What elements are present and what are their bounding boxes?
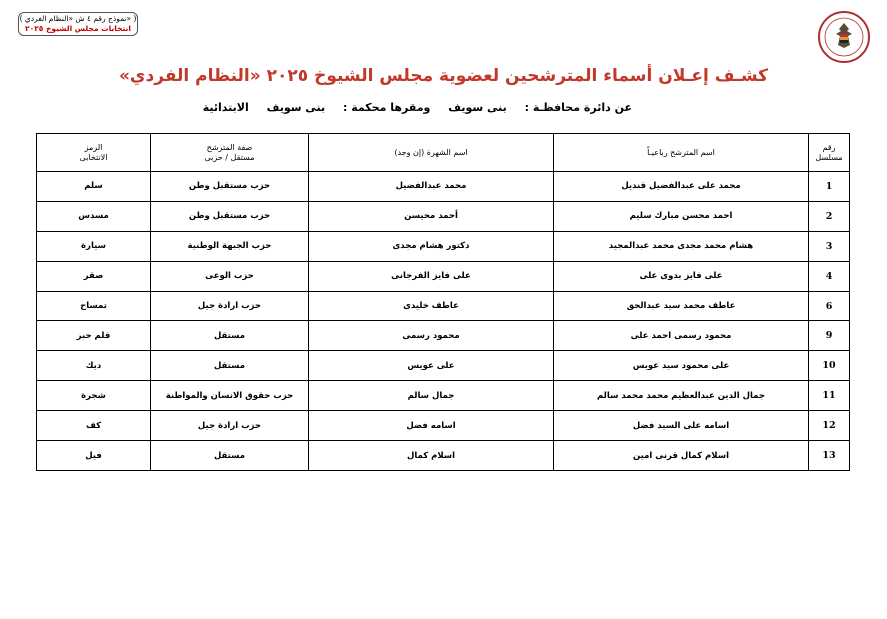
- election-label: انتخابات مجلس الشيوخ ٢٠٢٥: [25, 24, 131, 33]
- national-election-authority-logo: [808, 10, 880, 66]
- cell-election-symbol: ديك: [37, 351, 151, 381]
- table-row: [37, 321, 850, 351]
- cell-alias: اسامه فضل: [309, 411, 554, 441]
- table-row: [37, 172, 850, 202]
- cell-party-status: مستقل: [151, 441, 309, 471]
- table-row: [37, 381, 850, 411]
- court-label: ومقرها محكمة :: [342, 101, 431, 114]
- cell-candidate-name: محمد على عبدالفضيل قنديل: [554, 172, 809, 202]
- cell-election-symbol: صقر: [37, 261, 151, 291]
- cell-party-status: حزب حقوق الانسان والمواطنة: [151, 381, 309, 411]
- header-symbol: الرمز الانتخابى: [37, 134, 151, 172]
- cell-election-symbol: تمساح: [37, 291, 151, 321]
- cell-candidate-name: عاطف محمد سيد عبدالحق: [554, 291, 809, 321]
- table-header-row: [37, 134, 850, 172]
- cell-alias: محمد عبدالفضيل: [309, 172, 554, 202]
- cell-election-symbol: كف: [37, 411, 151, 441]
- cell-serial: 2: [809, 201, 850, 231]
- cell-party-status: حزب مستقبل وطن: [151, 201, 309, 231]
- candidates-table: [36, 133, 850, 471]
- cell-serial: 6: [809, 291, 850, 321]
- cell-alias: جمال سالم: [309, 381, 554, 411]
- cell-serial: 3: [809, 231, 850, 261]
- cell-alias: دكتور هشام مجدى: [309, 231, 554, 261]
- cell-party-status: حزب ارادة جيل: [151, 411, 309, 441]
- cell-candidate-name: على محمود سيد عويس: [554, 351, 809, 381]
- table-row: [37, 291, 850, 321]
- cell-serial: 13: [809, 441, 850, 471]
- header-name: اسم المترشح رباعيـاً: [554, 134, 809, 172]
- cell-alias: على عويس: [309, 351, 554, 381]
- cell-serial: 10: [809, 351, 850, 381]
- cell-serial: 12: [809, 411, 850, 441]
- table-row: [37, 261, 850, 291]
- table-row: [37, 231, 850, 261]
- cell-party-status: مستقل: [151, 321, 309, 351]
- cell-election-symbol: شجرة: [37, 381, 151, 411]
- cell-candidate-name: احمد محسن مبارك سليم: [554, 201, 809, 231]
- cell-election-symbol: سلم: [37, 172, 151, 202]
- cell-party-status: حزب مستقبل وطن: [151, 172, 309, 202]
- cell-candidate-name: هشام محمد مجدى محمد عبدالمجيد: [554, 231, 809, 261]
- court-type: الابتدائية: [202, 101, 249, 114]
- district-info: [189, 101, 632, 114]
- cell-alias: محمود رسمى: [309, 321, 554, 351]
- cell-election-symbol: قلم حبر: [37, 321, 151, 351]
- court-value: بنى سويف: [266, 101, 326, 114]
- table-row: [37, 411, 850, 441]
- cell-candidate-name: على فايز بدوى على: [554, 261, 809, 291]
- circle-label: عن دائرة محافظـة :: [524, 101, 632, 114]
- circle-value: بنى سويف: [448, 101, 507, 114]
- cell-election-symbol: فيل: [37, 441, 151, 471]
- form-number-label: ( نموذج رقم ٤ ش «النظام الفردي» ): [19, 14, 137, 23]
- cell-party-status: حزب الجبهة الوطنية: [151, 231, 309, 261]
- cell-serial: 11: [809, 381, 850, 411]
- page-title: كشـف إعـلان أسماء المترشحين لعضوية مجلس الشيوخ ٢٠٢٥ «النظام الفردي»: [118, 66, 769, 86]
- form-number-box: [18, 12, 138, 36]
- cell-alias: عاطف خليدى: [309, 291, 554, 321]
- cell-candidate-name: اسلام كمال قرنى امين: [554, 441, 809, 471]
- cell-serial: 1: [809, 172, 850, 202]
- header-serial: رقم مسلسل: [809, 134, 850, 172]
- cell-serial: 9: [809, 321, 850, 351]
- cell-party-status: مستقل: [151, 351, 309, 381]
- cell-election-symbol: مسدس: [37, 201, 151, 231]
- cell-alias: على فايز الفرجانى: [309, 261, 554, 291]
- header-alias: اسم الشهرة (إن وجد): [309, 134, 554, 172]
- cell-party-status: حزب الوعى: [151, 261, 309, 291]
- cell-alias: اسلام كمال: [309, 441, 554, 471]
- cell-election-symbol: سيارة: [37, 231, 151, 261]
- cell-candidate-name: جمال الدين عبدالعظيم محمد محمد سالم: [554, 381, 809, 411]
- header-status: صفة المترشح مستقل / حزبى: [151, 134, 309, 172]
- table-row: [37, 351, 850, 381]
- cell-candidate-name: محمود رسمى احمد على: [554, 321, 809, 351]
- cell-candidate-name: اسامه على السيد فضل: [554, 411, 809, 441]
- table-row: [37, 201, 850, 231]
- cell-party-status: حزب ارادة جيل: [151, 291, 309, 321]
- table-row: [37, 441, 850, 471]
- cell-serial: 4: [809, 261, 850, 291]
- cell-alias: أحمد محيسن: [309, 201, 554, 231]
